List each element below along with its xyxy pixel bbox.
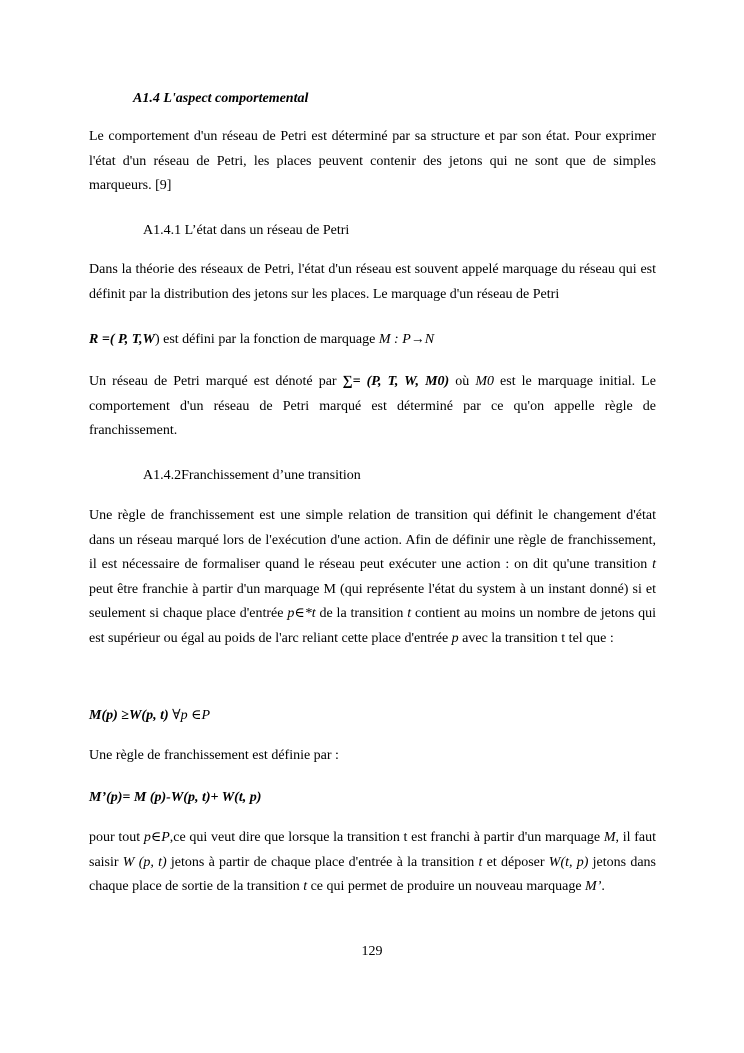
formula-firing-condition: M(p) ≥W(p, t) ∀p ∈P: [89, 708, 210, 723]
paragraph-rule-defined: Une règle de franchissement est définie par :: [89, 748, 339, 763]
petri-net-definition: R =( P, T,W: [89, 332, 155, 347]
text-segment: est le marquage initial. Le comportement d'un réseau de Petri marqué est déterminé par ce qu'on appelle règle de franchissement.: [89, 374, 656, 438]
paragraph-intro: Le comportement d'un réseau de Petri est déterminé par sa structure et par son état. Pour exprimer l'état d'un réseau de Petri, les places peuvent contenir des jetons qui ne sont que de simples marqueurs. [9]: [89, 129, 656, 193]
page-number: 129: [361, 944, 383, 959]
paragraph-final: pour tout p∈P,ce qui veut dire que lorsque la transition t est franchi à partir d'un marquage M, il faut saisir W (p, t) jetons à partir de chaque place d'entrée à la transition t et déposer W(t, p) jetons dans chaque place de sortie de la transition t ce qui permet de produire un nouveau marquage M’.: [89, 830, 656, 894]
section-heading-a1-4: A1.4 L'aspect comportemental: [133, 91, 309, 106]
paragraph-firing-rule: Une règle de franchissement est une simple relation de transition qui définit le changement d'état dans un réseau marqué lors de l'exécution d'une action. Afin de définir une règle de franchissement, il est nécessaire de formaliser quand le réseau peut exécuter une action : on dit qu'une transition t peut être franchie à partir d'un marquage M (qui représente l'état du system à un instant donné) si et seulement si chaque place d'entrée p∈*t de la transition t contient au moins un nombre de jetons qui est supérieur ou égal au poids de l'arc reliant cette place d'entrée p avec la transition t tel que :: [89, 508, 656, 646]
text-segment: où: [449, 374, 476, 389]
formula-new-marking: M’(p)= M (p)-W(p, t)+ W(t, p): [89, 790, 262, 805]
paragraph-marked-net: [89, 370, 656, 444]
marked-net-formula: ∑= (P, T, W, M0): [342, 374, 450, 389]
initial-marking-symbol: M0: [475, 374, 494, 389]
paragraph-marking-function: [89, 331, 656, 348]
subsection-heading-a1-4-2: A1.4.2Franchissement d’une transition: [143, 468, 361, 483]
paragraph-state: Dans la théorie des réseaux de Petri, l'état d'un réseau est souvent appelé marquage du réseau qui est définit par la distribution des jetons sur les places. Le marquage d'un réseau de Petri: [89, 262, 656, 302]
subsection-heading-a1-4-1: A1.4.1 L’état dans un réseau de Petri: [143, 223, 350, 238]
text-segment: ) est défini par la fonction de marquage: [154, 332, 379, 347]
text-segment: Un réseau de Petri marqué est dénoté par: [89, 374, 343, 389]
marking-function: M : P→N: [378, 332, 435, 347]
